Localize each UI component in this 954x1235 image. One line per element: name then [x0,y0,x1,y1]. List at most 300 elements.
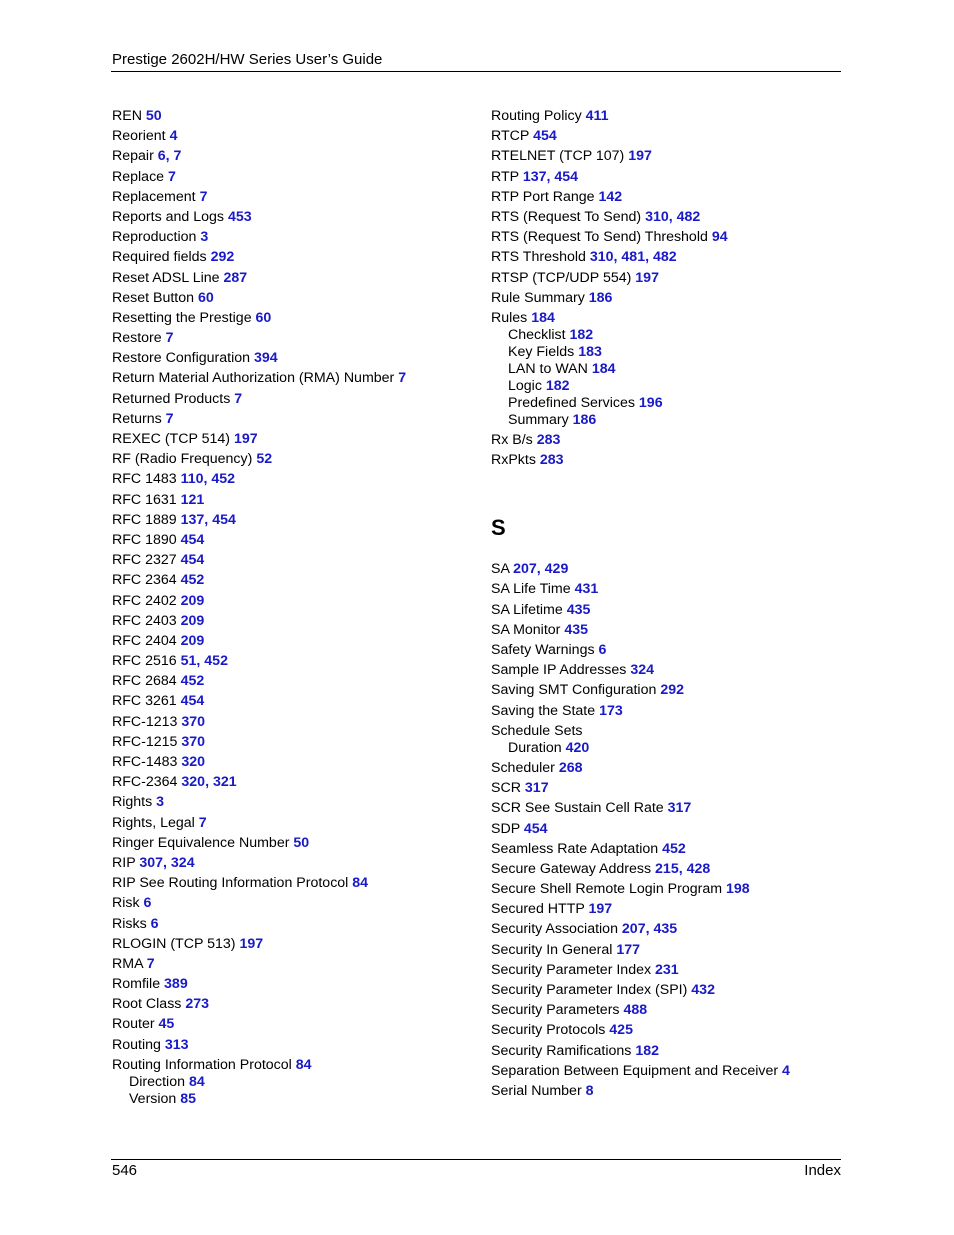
index-term: Risk [112,895,140,912]
index-entry-group [491,682,790,699]
index-subentry [112,1074,406,1091]
index-term: SCR [491,780,521,797]
page-link[interactable]: 310 [589,249,614,266]
index-entry [491,602,790,619]
index-term: Restore Configuration [112,350,251,367]
index-entry-group [491,662,790,679]
page-link[interactable]: 182 [545,377,570,394]
page-separator: , [204,511,213,528]
page-link[interactable]: 197 [628,148,652,165]
page-link[interactable]: 182 [635,1042,659,1059]
page-link[interactable]: 429 [544,561,569,578]
page-link[interactable]: 6 [143,895,152,912]
index-entry-group [112,431,406,448]
page-link[interactable]: 4 [782,1062,790,1079]
page-link[interactable]: 452 [204,653,228,670]
page-link[interactable]: 283 [539,452,564,469]
index-term: Rights, Legal [112,814,195,831]
index-entry [491,982,790,999]
index-entry-group [112,976,406,993]
index-entry-group [491,901,790,918]
index-entry-group [112,1057,406,1108]
index-entry-group [491,921,790,938]
index-term: Rx B/s [491,432,533,449]
index-entry-group [112,996,406,1013]
page-link[interactable]: 435 [566,601,591,618]
index-entry-group [491,703,790,720]
index-entry-group [491,209,790,226]
page-link[interactable]: 177 [616,941,641,958]
page-link[interactable]: 320 [181,754,206,770]
index-term: SA Lifetime [491,601,563,618]
index-entry-group [112,330,406,347]
index-term: RTELNET (TCP 107) [491,148,625,165]
page-separator: , [536,561,545,578]
page-link[interactable]: 292 [210,249,235,266]
index-entry-group [112,148,406,165]
page-link[interactable]: 482 [676,208,701,225]
index-term: RTS (Request To Send) Threshold [491,229,708,246]
index-term: RFC 2402 [112,592,177,609]
index-entry-group [112,794,406,811]
page-link[interactable]: 215 [655,860,679,877]
page-link[interactable]: 370 [181,713,206,730]
page-link[interactable]: 370 [181,733,206,750]
index-entry [112,290,406,307]
index-entry-group [112,956,406,973]
index-entry-group [491,982,790,999]
index-entry-group [112,532,406,549]
page-link[interactable]: 320 [181,774,206,791]
index-entry-group [112,290,406,307]
page-link[interactable]: 7 [146,955,155,972]
page-link[interactable]: 452 [662,840,686,857]
page-link[interactable]: 411 [585,108,609,124]
page-link[interactable]: 52 [256,451,273,468]
page-link[interactable]: 137 [180,511,205,528]
index-entry-group [491,881,790,898]
index-term: RIP [112,854,136,871]
index-entry [112,835,406,852]
index-entry [112,209,406,226]
index-subentry [491,361,790,378]
index-entry [112,593,406,610]
index-entry-group [112,1016,406,1033]
page-link[interactable]: 317 [667,800,692,817]
index-entry-group [491,1002,790,1019]
page-link[interactable]: 7 [165,410,174,427]
page-link[interactable]: 45 [158,1016,175,1033]
page-link[interactable]: 425 [609,1022,633,1039]
page-link[interactable]: 84 [188,1073,205,1090]
page-link[interactable]: 488 [623,1002,648,1019]
page-link[interactable]: 50 [293,834,310,851]
page-link[interactable]: 454 [554,168,579,185]
index-entry [491,1043,790,1060]
index-column-right [491,108,790,1103]
page-link[interactable]: 209 [180,612,205,629]
index-entry [112,492,406,509]
page-link[interactable]: 435 [653,921,678,938]
page-link[interactable]: 142 [598,188,623,205]
page-link[interactable]: 84 [295,1056,312,1073]
page-link[interactable]: 313 [164,1036,189,1053]
index-entry [112,673,406,690]
index-entry [112,1057,406,1074]
index-entry-group [112,754,406,771]
page-separator: , [678,860,687,877]
index-term: RIP See Routing Information Protocol [112,875,349,892]
index-entry-group [112,249,406,266]
index-term: Secured HTTP [491,901,585,918]
index-entry-group [112,108,406,125]
index-entry [112,249,406,266]
index-entry-group [112,492,406,509]
index-subentry [491,378,790,395]
page-link[interactable]: 4 [169,128,178,145]
page-link[interactable]: 454 [523,820,548,837]
index-entry [112,693,406,710]
page-link[interactable]: 428 [686,860,711,877]
index-term: Seamless Rate Adaptation [491,840,659,857]
index-term: Schedule Sets [491,722,583,739]
page-link[interactable]: 7 [165,330,174,347]
index-entry [112,714,406,731]
index-entry [491,760,790,777]
index-entry-group [491,1083,790,1100]
page-link[interactable]: 209 [180,592,205,609]
index-entry [112,128,406,145]
index-entry [112,189,406,206]
index-term: RFC-1215 [112,733,178,750]
page-link[interactable]: 7 [234,390,243,407]
index-term: Returned Products [112,390,231,407]
index-term: REN [112,108,142,124]
index-entry-group [112,370,406,387]
page-link[interactable]: 3 [156,794,165,811]
index-term: RFC 2364 [112,572,177,589]
index-entry [112,653,406,670]
index-entry [491,800,790,817]
index-term: Key Fields [508,343,575,360]
page-link[interactable]: 197 [233,431,258,447]
page-link[interactable]: 7 [168,168,176,185]
page-link[interactable]: 8 [585,1082,594,1099]
page-link[interactable]: 310 [645,208,669,225]
index-term: Separation Between Equipment and Receiver [491,1062,779,1079]
index-entry-group [491,148,790,165]
page-link[interactable]: 197 [239,935,264,952]
index-entry [112,391,406,408]
index-term: Security Parameter Index (SPI) [491,982,688,998]
index-term: Rules [491,309,528,326]
index-term: RTS (Request To Send) [491,208,642,225]
index-term: Repair [112,148,154,165]
page-link[interactable]: 394 [253,350,278,367]
page-link[interactable]: 420 [565,739,590,756]
index-term: REXEC (TCP 514) [112,431,231,447]
page-link[interactable]: 324 [630,662,655,679]
page-link[interactable]: 7 [198,814,207,831]
page-link[interactable]: 85 [180,1090,197,1107]
index-term: Returns [112,410,162,427]
index-entry [112,633,406,650]
page-link[interactable]: 7 [199,188,208,205]
page-link[interactable]: 137 [522,168,547,185]
index-entry-group [491,962,790,979]
page-link[interactable]: 389 [164,976,188,993]
index-entry [491,861,790,878]
index-entry-group [491,723,790,757]
index-term: Root Class [112,996,182,1013]
index-term: Security In General [491,941,613,958]
index-entry-group [491,561,790,578]
index-entry-group [112,895,406,912]
index-entry-group [491,169,790,186]
index-entry-group [112,653,406,670]
index-entry-group [112,310,406,327]
index-group-r [491,108,790,469]
index-term: RF (Radio Frequency) [112,451,253,468]
page-link[interactable]: 51 [180,653,197,670]
index-entry-group [491,841,790,858]
page-link[interactable]: 435 [564,621,589,638]
index-entry-group [112,593,406,610]
index-term: Logic [508,377,542,394]
index-entry [491,962,790,979]
index-term: Restore [112,330,162,347]
page-link[interactable]: 186 [572,411,597,428]
page-number: 546 [112,1162,138,1179]
index-entry [491,1002,790,1019]
index-entry-group [112,512,406,529]
index-entry-group [112,572,406,589]
page-separator: , [165,148,174,165]
page-link[interactable]: 452 [211,471,236,488]
index-entry [112,875,406,892]
index-entry-group [491,622,790,639]
index-entry [491,662,790,679]
index-entry-group [112,936,406,953]
index-entry [491,723,790,740]
index-entry [112,431,406,448]
page-link[interactable]: 84 [352,875,369,892]
page-link[interactable]: 317 [524,780,549,797]
index-entry [112,572,406,589]
page-separator: , [645,249,653,266]
index-entry [112,976,406,993]
page-link[interactable]: 173 [599,702,623,719]
index-entry [112,411,406,428]
page-link[interactable]: 209 [180,632,205,649]
index-term: RFC-2364 [112,774,178,791]
page-link[interactable]: 198 [726,881,750,898]
page-link[interactable]: 207 [621,921,646,938]
page-link[interactable]: 197 [588,901,613,918]
page-link[interactable]: 182 [569,326,594,343]
index-entry [112,815,406,832]
page-link[interactable]: 184 [531,309,555,326]
page-link[interactable]: 482 [652,249,677,266]
page-link[interactable]: 481 [621,249,646,266]
index-term: Routing Information Protocol [112,1056,292,1073]
page-link[interactable]: 431 [574,581,599,598]
page-link[interactable]: 454 [180,552,205,569]
index-entry-group [491,290,790,307]
index-entry-group [112,391,406,408]
footer-rule [111,1159,841,1160]
index-entry [112,370,406,387]
index-term: Serial Number [491,1082,582,1099]
page-link[interactable]: 94 [711,229,728,246]
page-link[interactable]: 268 [558,759,583,776]
index-term: RFC 3261 [112,693,177,710]
index-term: Return Material Authorization (RMA) Number [112,370,395,387]
index-entry-group [491,800,790,817]
page-separator: , [645,921,654,938]
index-entry [491,841,790,858]
index-term: Saving the State [491,702,596,719]
page-link[interactable]: 231 [655,961,679,978]
page-link[interactable]: 452 [180,673,205,690]
index-entry [491,561,790,578]
page-link[interactable]: 110 [180,471,204,488]
page-link[interactable]: 183 [578,343,602,360]
page-separator: , [546,168,555,185]
index-entry-group [491,310,790,429]
page-link[interactable]: 454 [212,511,236,528]
section-letter-heading: S [491,515,506,541]
index-subentry [491,740,790,757]
index-term: RTS Threshold [491,249,586,266]
index-entry [112,229,406,246]
index-term: SCR See Sustain Cell Rate [491,800,664,817]
index-term: RFC 2404 [112,632,177,649]
index-entry [491,1083,790,1100]
index-term: Routing [112,1036,161,1053]
index-term: Resetting the Prestige [112,309,252,326]
index-term: SDP [491,820,520,837]
index-term: RLOGIN (TCP 513) [112,935,236,952]
page-link[interactable]: 207 [513,561,537,578]
page-link[interactable]: 184 [591,360,616,377]
index-entry [112,774,406,791]
page-link[interactable]: 186 [588,289,613,306]
page-link[interactable]: 273 [185,996,210,1013]
index-entry [112,471,406,488]
running-header: Prestige 2602H/HW Series User’s Guide [112,51,383,68]
page-link[interactable]: 287 [223,269,248,286]
page-link[interactable]: 324 [170,854,195,871]
index-term: Sample IP Addresses [491,662,627,679]
index-entry-group [491,249,790,266]
index-entry [491,452,790,469]
index-subentry [491,395,790,412]
page-link[interactable]: 6 [157,148,166,165]
index-subentry [491,327,790,344]
index-entry [491,229,790,246]
index-entry-group [491,128,790,145]
index-term: Security Protocols [491,1022,606,1039]
index-entry [491,642,790,659]
index-entry-group [491,1022,790,1039]
index-entry-group [112,835,406,852]
index-entry [112,108,406,125]
page-link[interactable]: 3 [200,229,209,246]
index-entry-group [491,189,790,206]
index-term: RMA [112,955,143,972]
index-entry [491,249,790,266]
page-link[interactable]: 454 [180,531,205,548]
index-entry [491,432,790,449]
index-entry [491,1063,790,1080]
index-term: Required fields [112,249,207,266]
index-entry [491,581,790,598]
page-link[interactable]: 454 [180,693,205,710]
page-link[interactable]: 60 [197,289,214,306]
index-entry [491,821,790,838]
page-link[interactable]: 50 [145,108,162,124]
page-link[interactable]: 321 [212,774,237,791]
index-term: Reproduction [112,229,197,246]
index-term: RFC 1890 [112,531,177,548]
index-entry-group [491,780,790,797]
index-entry-group [112,734,406,751]
page-link[interactable]: 283 [536,432,561,449]
index-entry-group [112,815,406,832]
page-link[interactable]: 196 [638,394,663,411]
index-entry-group [491,760,790,777]
index-term: RFC 1889 [112,511,177,528]
index-term: RFC 1483 [112,471,177,488]
header-rule [111,71,841,72]
index-entry [491,921,790,938]
index-entry-group [491,452,790,469]
page-link[interactable]: 6 [150,915,159,932]
page-link[interactable]: 453 [227,208,252,225]
index-term: Security Association [491,921,618,938]
page-link[interactable]: 121 [180,491,205,508]
page-link[interactable]: 197 [635,269,659,286]
index-entry-group [112,128,406,145]
index-term: RFC-1213 [112,713,178,730]
page-link[interactable]: 454 [533,128,557,145]
index-term: RxPkts [491,452,536,469]
page-link[interactable]: 7 [173,148,182,165]
index-term: RFC-1483 [112,754,178,770]
index-entry [112,936,406,953]
page-link[interactable]: 7 [398,370,407,387]
index-entry-group [112,169,406,186]
index-entry [112,895,406,912]
index-entry-group [491,1063,790,1080]
page-link[interactable]: 307 [139,854,164,871]
page-link[interactable]: 432 [691,982,715,998]
index-term: Reset ADSL Line [112,269,220,286]
index-entry [491,682,790,699]
index-term: RFC 2403 [112,612,177,629]
index-term: Security Parameters [491,1002,620,1019]
page-link[interactable]: 452 [180,572,205,589]
index-entry [491,881,790,898]
page-link[interactable]: 6 [598,642,607,658]
index-term: Safety Warnings [491,642,595,658]
index-term: Rule Summary [491,289,585,306]
page-link[interactable]: 292 [660,682,684,699]
footer-section: Index [804,1162,841,1179]
index-entry [112,169,406,186]
page-link[interactable]: 60 [255,309,272,326]
